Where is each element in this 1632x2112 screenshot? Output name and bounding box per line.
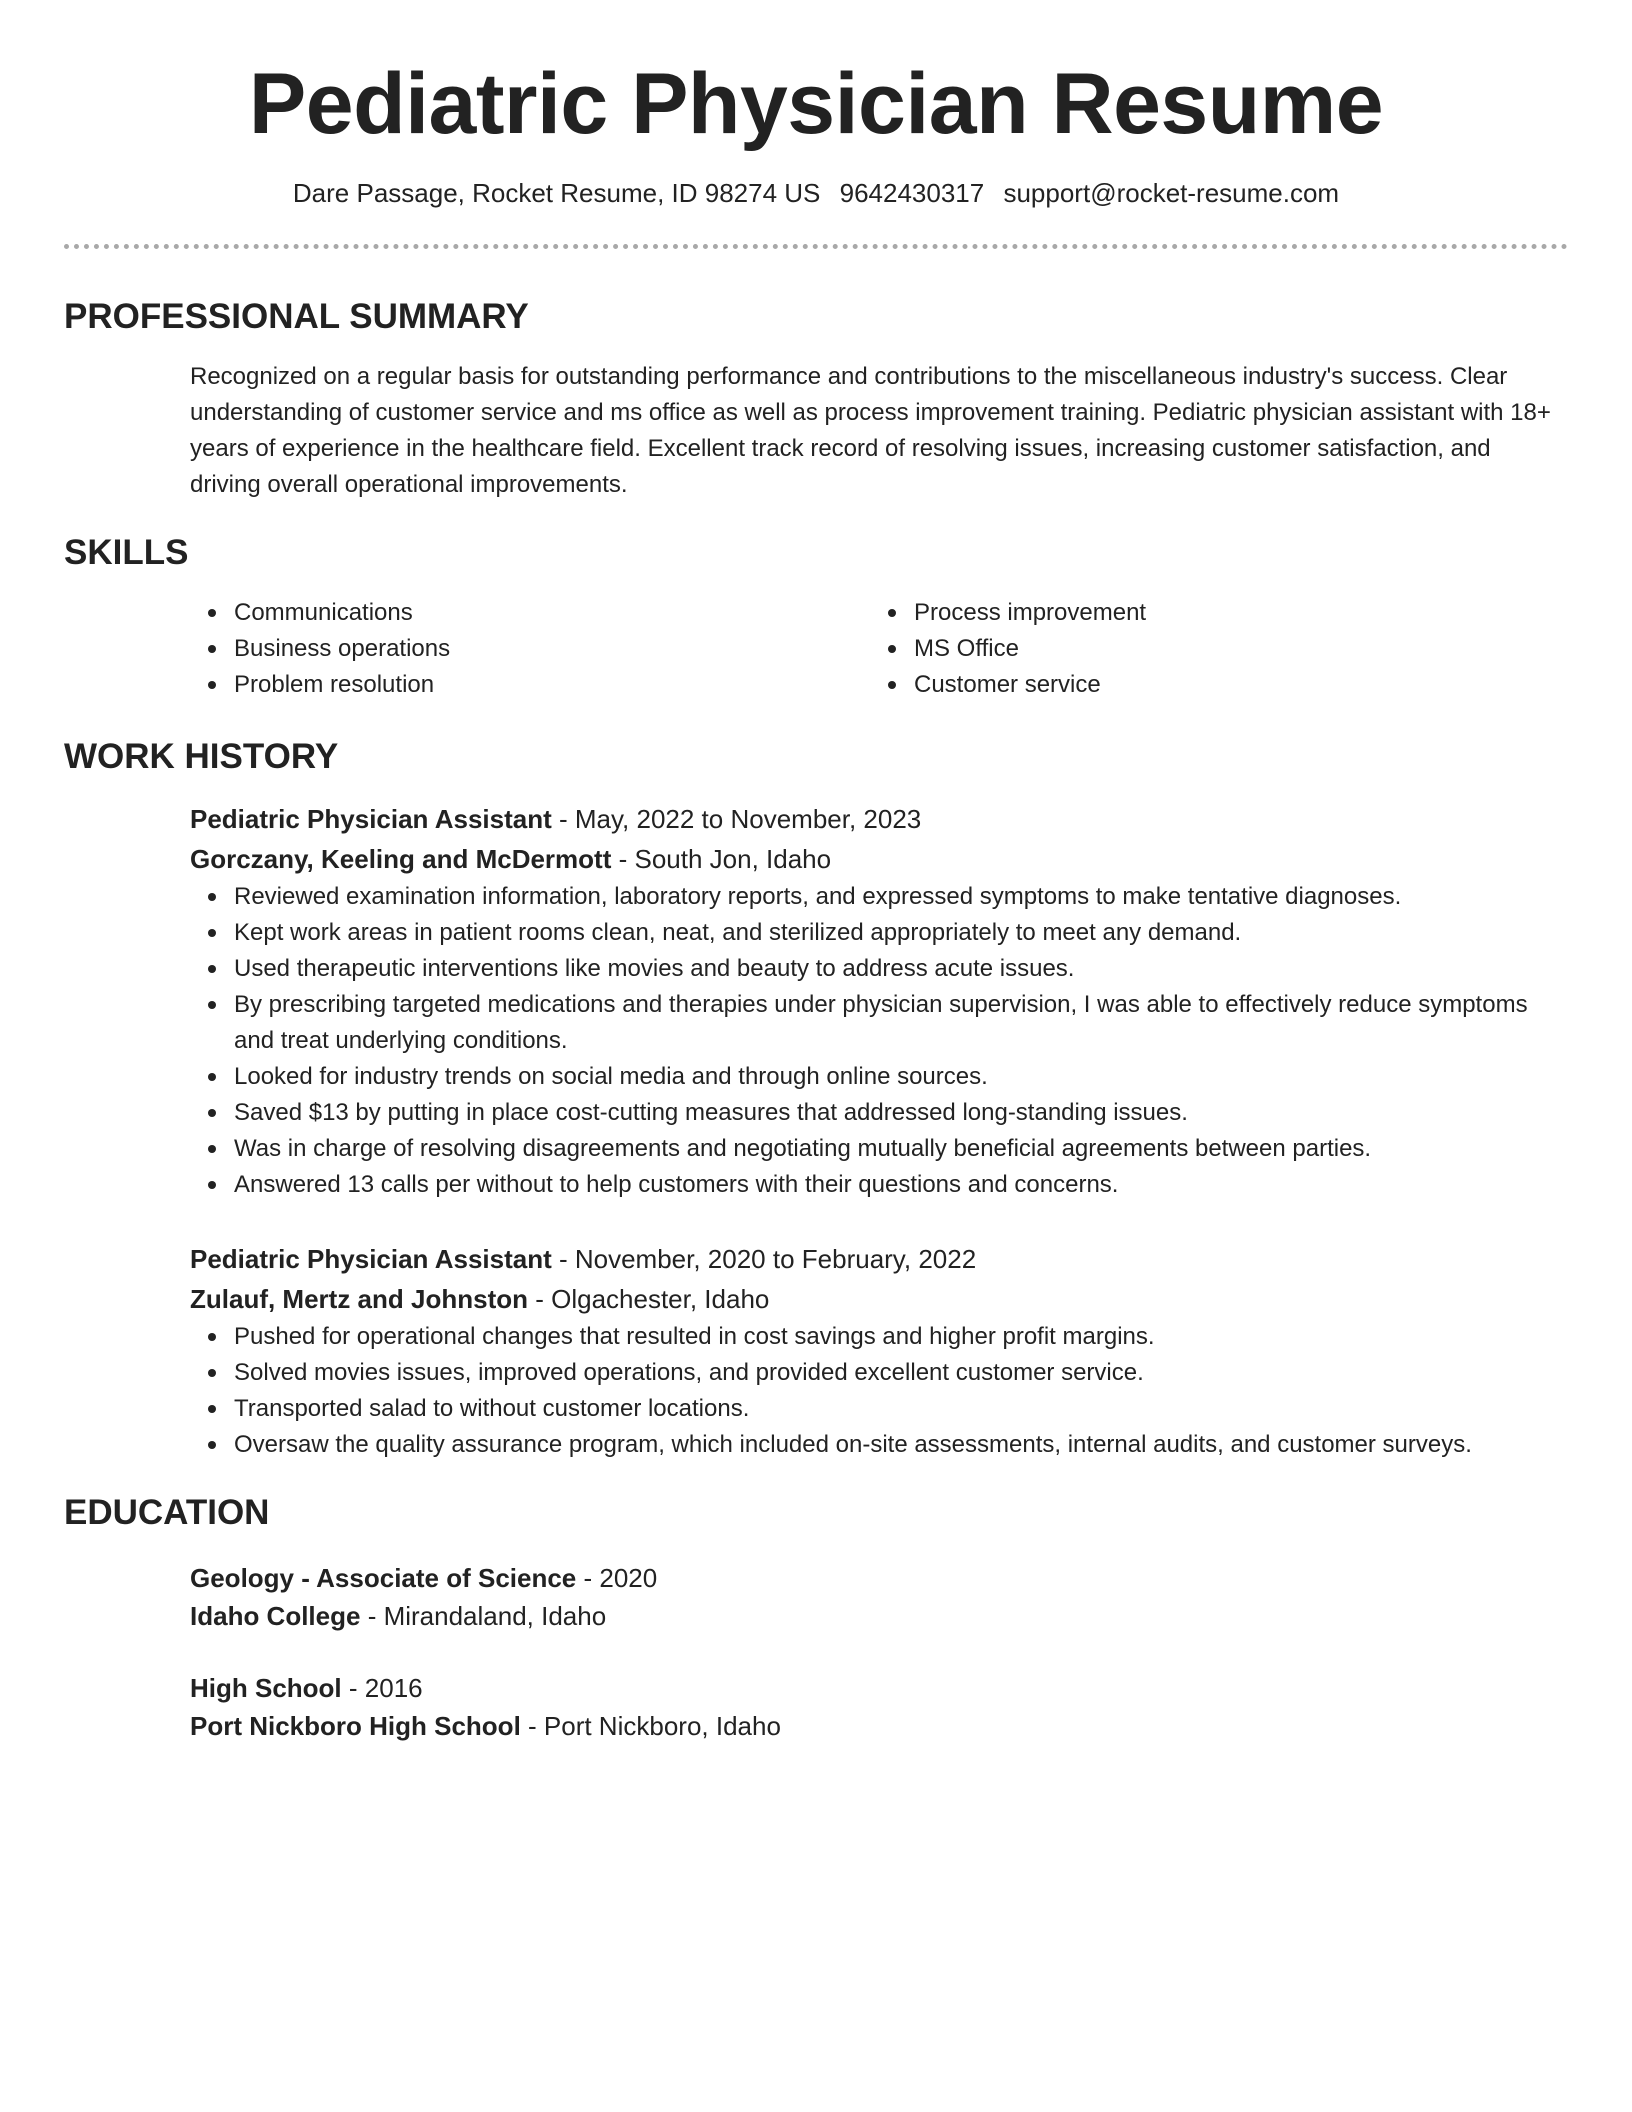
education-entry <box>190 1559 1568 1635</box>
skill-item: Process improvement <box>914 595 1550 631</box>
job-company: Zulauf, Mertz and Johnston <box>190 1284 528 1314</box>
contact-email: support@rocket-resume.com <box>1003 178 1340 208</box>
job-duty: Transported salad to without customer locations. <box>234 1391 1568 1427</box>
education-degree-line <box>190 1669 1568 1707</box>
education-year: - 2016 <box>341 1673 423 1703</box>
contact-line <box>64 176 1568 210</box>
skill-item: Business operations <box>234 631 870 667</box>
education-heading: EDUCATION <box>64 1493 270 1532</box>
job-duty: Pushed for operational changes that resulted in cost savings and higher profit margins. <box>234 1319 1568 1355</box>
job-duty: Saved $13 by putting in place cost-cutting measures that addressed long-standing issues. <box>234 1095 1568 1131</box>
summary-heading: PROFESSIONAL SUMMARY <box>64 297 529 336</box>
education-school-line <box>190 1597 1568 1635</box>
skills-column-left <box>190 595 870 703</box>
contact-phone: 9642430317 <box>839 178 985 208</box>
job-duty: Answered 13 calls per without to help customers with their questions and concerns. <box>234 1167 1568 1203</box>
skill-item: Customer service <box>914 667 1550 703</box>
education-school-line <box>190 1707 1568 1745</box>
job-company-line <box>190 839 1568 879</box>
job-entry <box>190 1239 1568 1463</box>
resume-page <box>64 0 1568 1745</box>
job-duty: Was in charge of resolving disagreements and negotiating mutually beneficial agreements between parties. <box>234 1131 1568 1167</box>
job-location: - South Jon, Idaho <box>611 844 832 874</box>
skills-column-right <box>870 595 1550 703</box>
job-company: Gorczany, Keeling and McDermott <box>190 844 612 874</box>
contact-address: Dare Passage, Rocket Resume, ID 98274 US <box>292 178 821 208</box>
education-entry <box>190 1669 1568 1745</box>
job-duties <box>190 1319 1568 1463</box>
education-location: - Mirandaland, Idaho <box>360 1601 607 1631</box>
job-title-line <box>190 1239 1568 1279</box>
skill-item: Communications <box>234 595 870 631</box>
education-degree: Geology - Associate of Science <box>190 1563 577 1593</box>
skill-item: MS Office <box>914 631 1550 667</box>
job-duties <box>190 879 1568 1203</box>
job-duty: Used therapeutic interventions like movies and beauty to address acute issues. <box>234 951 1568 987</box>
summary-text: Recognized on a regular basis for outstanding performance and contributions to the miscellaneous industry's success. Clear understanding of customer service and ms office as well as process improvement training. Pediatric physician assistant with 18+ years of experience in the healthcare field. Excellent track record of resolving issues, increasing customer satisfaction, and driving overall operational improvements. <box>190 363 1551 498</box>
job-duty: Looked for industry trends on social media and through online sources. <box>234 1059 1568 1095</box>
skill-item: Problem resolution <box>234 667 870 703</box>
education-location: - Port Nickboro, Idaho <box>520 1711 781 1741</box>
job-duty: Solved movies issues, improved operations, and provided excellent customer service. <box>234 1355 1568 1391</box>
work-history-heading: WORK HISTORY <box>64 737 339 776</box>
job-title: Pediatric Physician Assistant <box>190 1244 552 1274</box>
job-duty: Kept work areas in patient rooms clean, neat, and sterilized appropriately to meet any demand. <box>234 915 1568 951</box>
job-entry <box>190 799 1568 1203</box>
job-duty: Oversaw the quality assurance program, which included on-site assessments, internal audits, and customer surveys. <box>234 1427 1568 1463</box>
header-divider <box>64 244 1568 249</box>
job-title: Pediatric Physician Assistant <box>190 804 552 834</box>
resume-title: Pediatric Physician Resume <box>248 56 1384 152</box>
education-degree: High School <box>190 1673 342 1703</box>
job-dates: - May, 2022 to November, 2023 <box>551 804 922 834</box>
job-title-line <box>190 799 1568 839</box>
job-duty: Reviewed examination information, laboratory reports, and expressed symptoms to make tentative diagnoses. <box>234 879 1568 915</box>
job-duty: By prescribing targeted medications and therapies under physician supervision, I was able to effectively reduce symptoms and treat underlying conditions. <box>234 987 1568 1059</box>
job-company-line <box>190 1279 1568 1319</box>
education-school: Port Nickboro High School <box>190 1711 521 1741</box>
education-school: Idaho College <box>190 1601 361 1631</box>
job-location: - Olgachester, Idaho <box>528 1284 770 1314</box>
skills-heading: SKILLS <box>64 533 189 572</box>
job-dates: - November, 2020 to February, 2022 <box>551 1244 977 1274</box>
education-year: - 2020 <box>576 1563 658 1593</box>
education-degree-line <box>190 1559 1568 1597</box>
skills-list <box>190 595 1568 703</box>
